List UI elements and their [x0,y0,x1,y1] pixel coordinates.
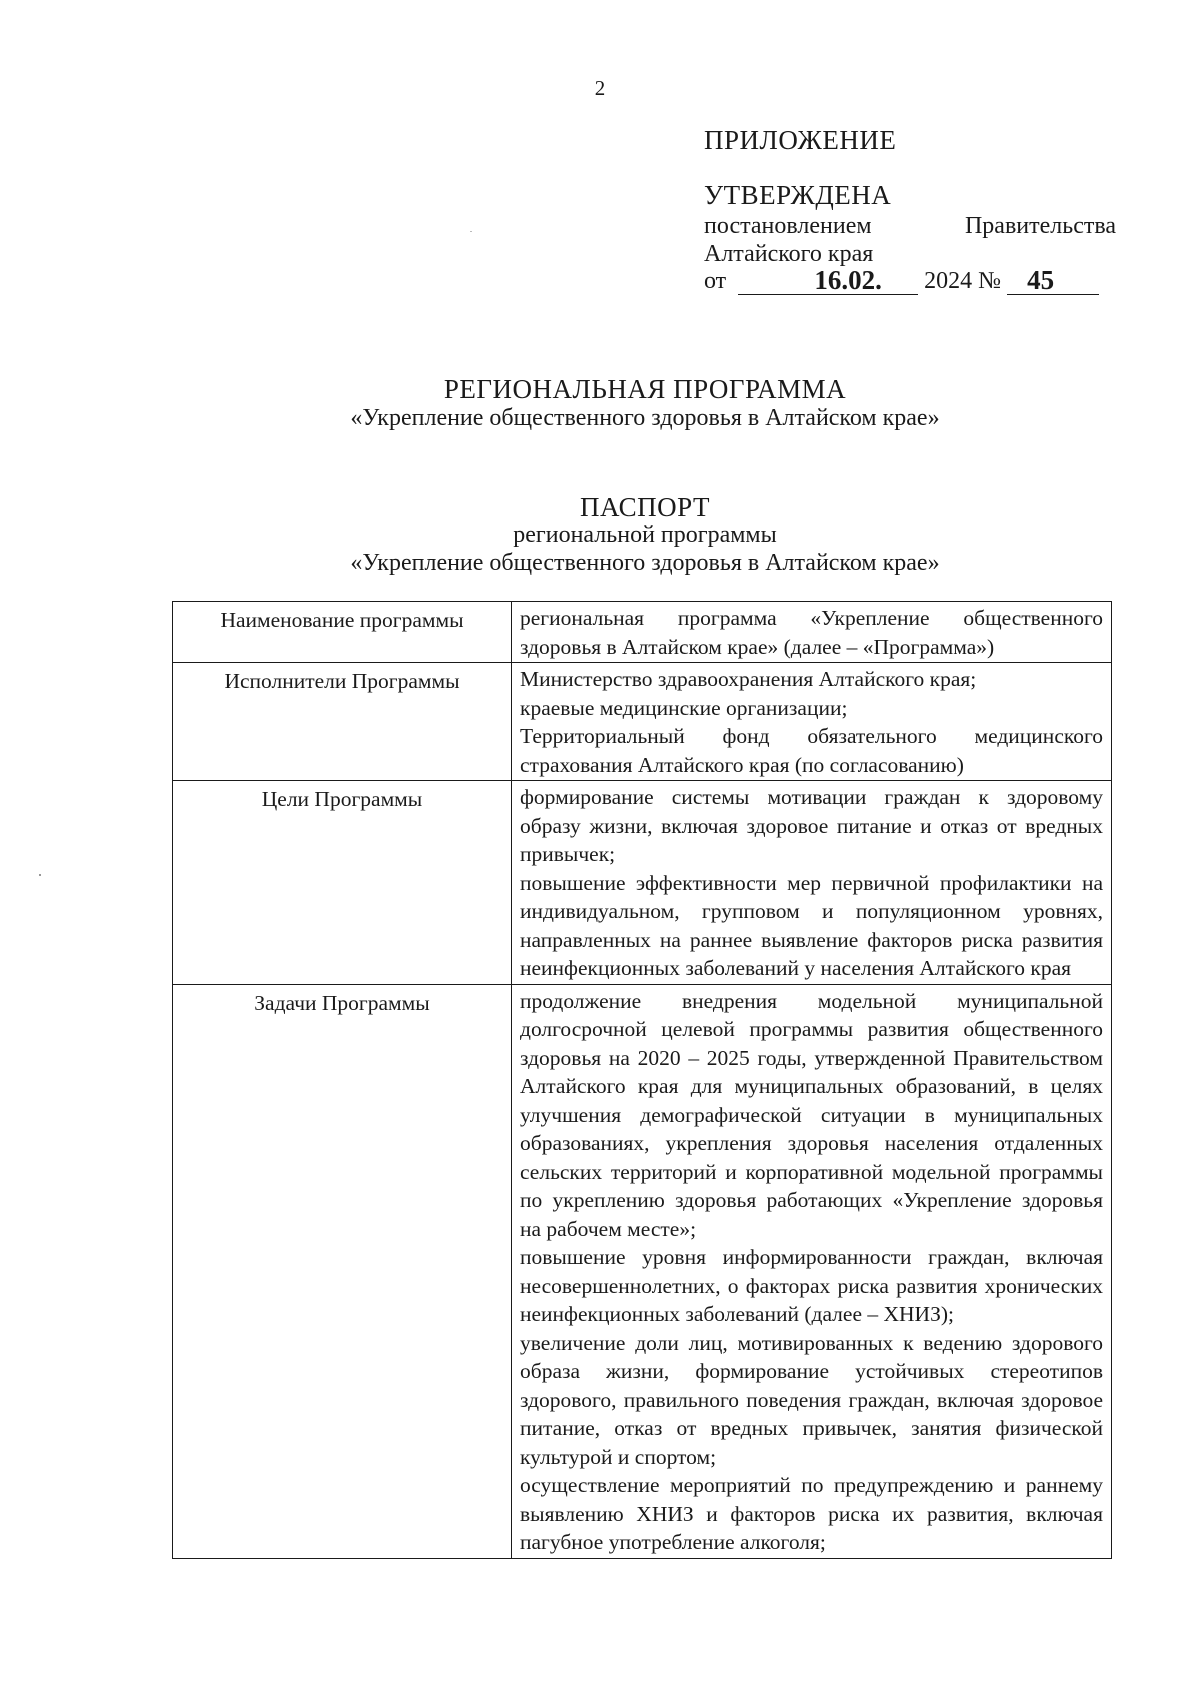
page-number: 2 [594,76,606,100]
program-title-line-1: РЕГИОНАЛЬНАЯ ПРОГРАММА [443,374,847,404]
table-row [173,984,1112,1558]
passport-heading: ПАСПОРТ [580,492,710,522]
passport-table [172,601,1112,1559]
row-paragraph: продолжение внедрения модельной муниципальной долгосрочной целевой программы развития общественного здоровья на 2020 – 2025 годы, утвержденной Правительством Алтайского края для муниципальных образований, в целях улучшения демографической ситуации в муниципальных образованиях, укрепления здоровья населения отдаленных сельских территорий и корпоративной модельной программы по укреплению здоровья работающих «Укрепление здоровья на рабочем месте»; [520,988,1103,1241]
table-row [173,781,1112,985]
table-row [173,663,1112,781]
approval-line-1 [704,212,1116,240]
row-label: Задачи Программы [173,984,512,1558]
row-paragraph: повышение уровня информированности граждан, включая несовершеннолетних, о факторах риска развития хронических неинфекционных заболеваний (далее – ХНИЗ); [520,1245,1103,1326]
row-value [512,984,1112,1558]
approval-line-2 [704,240,1116,268]
row-value [512,602,1112,663]
row-label: Наименование программы [173,602,512,663]
row-value [512,781,1112,985]
approval-date-line [704,266,1116,295]
passport-title [0,492,1200,577]
program-title-line-2: «Укрепление общественного здоровья в Алтайском крае» [350,405,940,431]
approval-region: Алтайского края [704,241,874,267]
date-prefix: от [704,268,727,294]
row-value [512,663,1112,781]
passport-program-name: «Укрепление общественного здоровья в Алтайском крае» [350,550,940,576]
resolution-year: 2024 № [924,268,1002,294]
row-paragraph: увеличение доли лиц, мотивированных к ведению здорового образа жизни, формирование устойчивых стереотипов здорового, правильного поведения граждан, включая здоровое питание, отказ от вредных привычек, занятия физической культурой и спортом; [520,1330,1103,1469]
row-paragraph: осуществление мероприятий по предупреждению и раннему выявлению ХНИЗ и факторов риска их развития, включая пагубное употребление алкоголя; [520,1473,1103,1554]
scan-speck [39,874,41,876]
program-title [0,374,1200,432]
row-label: Цели Программы [173,781,512,985]
approved-heading: УТВЕРЖДЕНА [704,180,892,210]
approval-block [704,126,1116,295]
row-paragraph: Территориальный фонд обязательного медицинского страхования Алтайского края (по согласованию) [520,724,1103,777]
row-paragraph: региональная программа «Укрепление общественного здоровья в Алтайском крае» (далее – «Программа») [520,606,1103,659]
row-paragraph: повышение эффективности мер первичной профилактики на индивидуальном, групповом и популяционном уровнях, направленных на раннее выявление факторов риска развития неинфекционных заболеваний у населения Алтайского края [520,870,1103,980]
scan-speck [470,231,472,232]
appendix-heading: ПРИЛОЖЕНИЕ [704,125,897,155]
approval-government-word: Правительства [964,213,1116,239]
row-paragraph: Министерство здравоохранения Алтайского края; [520,667,977,691]
passport-subheading: региональной программы [513,522,777,548]
resolution-date: 16.02. [738,266,918,295]
resolution-number: 45 [1007,266,1099,295]
row-label: Исполнители Программы [173,663,512,781]
row-paragraph: формирование системы мотивации граждан к здоровому образу жизни, включая здоровое питание и отказ от вредных привычек; [520,785,1103,866]
row-paragraph: краевые медицинские организации; [520,695,848,720]
approval-resolution-word: постановлением [704,213,872,239]
table-row [173,602,1112,663]
